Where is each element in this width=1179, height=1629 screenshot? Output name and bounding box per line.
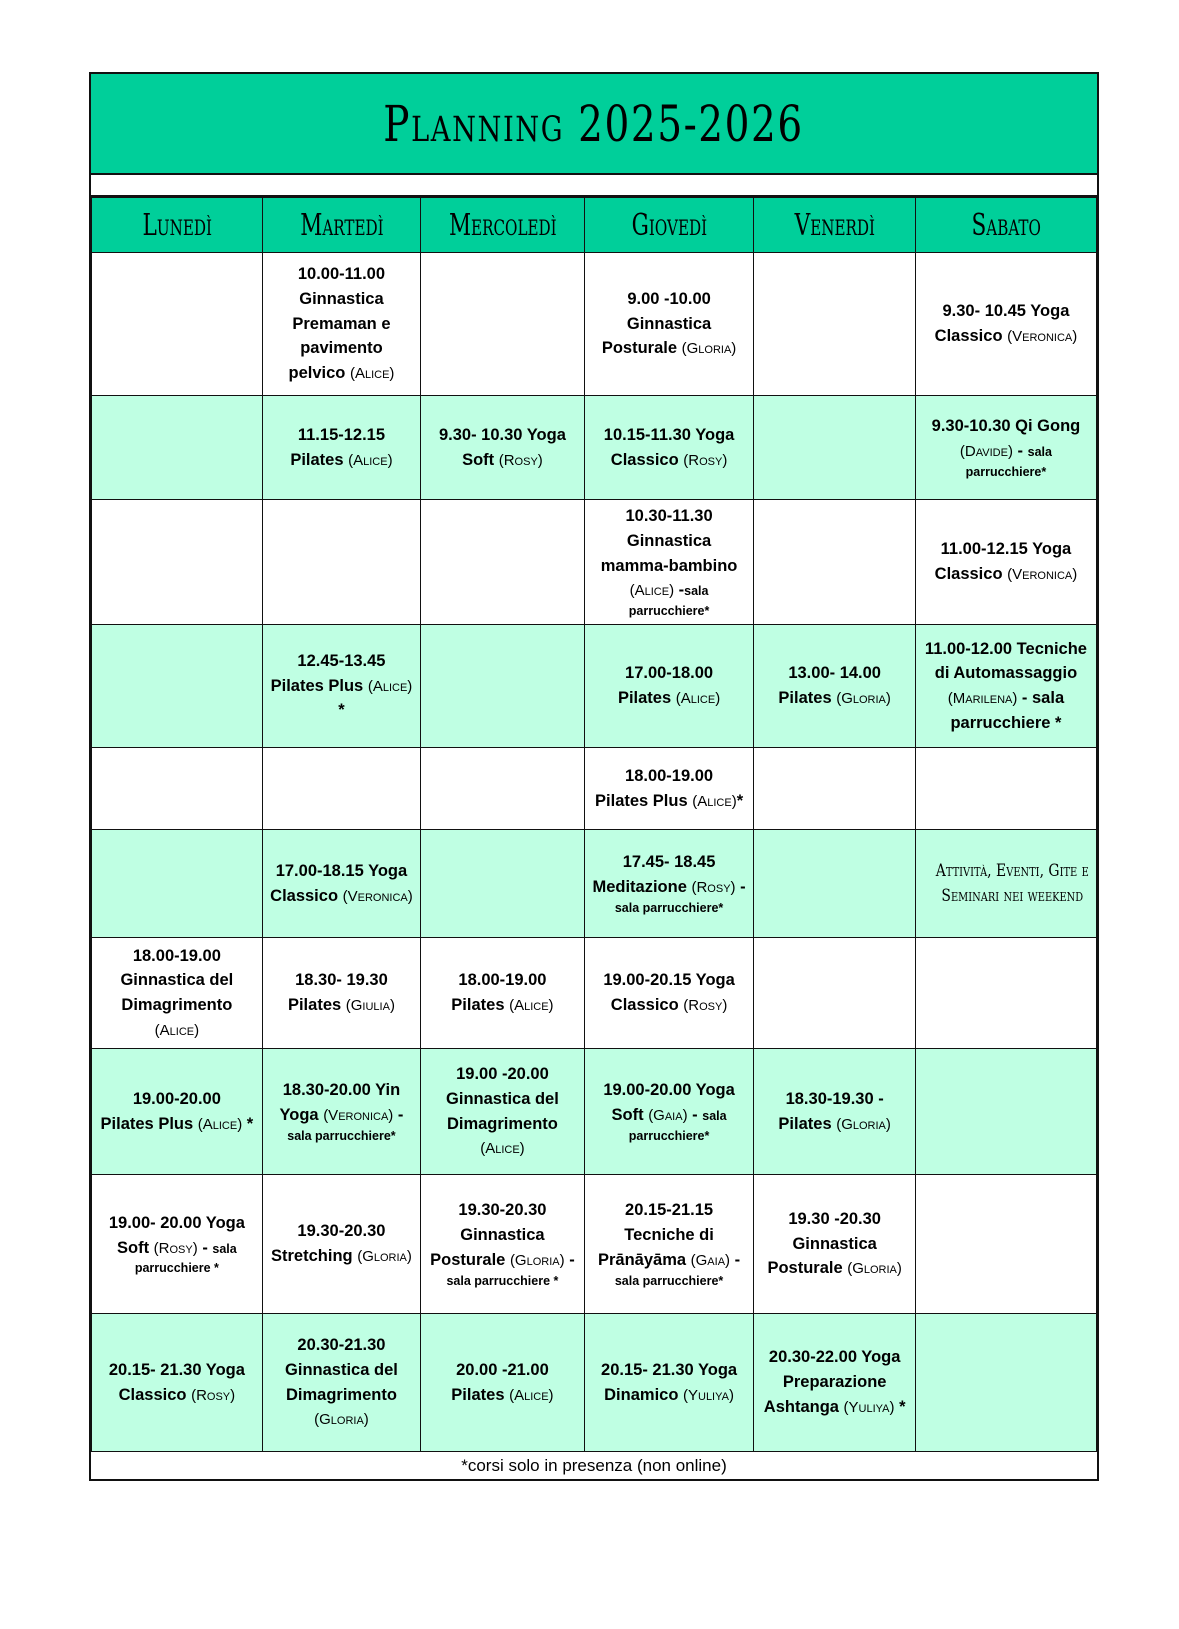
- schedule-row: [92, 830, 1097, 938]
- room-note: sala parrucchiere *: [446, 1273, 559, 1288]
- empty-slot: [754, 748, 915, 830]
- instructor-name: (Gloria): [681, 340, 737, 358]
- class-slot: 18.30-19.30 - Pilates (Gloria): [754, 1049, 915, 1175]
- empty-slot: [915, 748, 1096, 830]
- room-note: sala parrucchiere*: [287, 1128, 396, 1143]
- timetable-body: [92, 253, 1097, 1452]
- empty-slot: [262, 500, 420, 625]
- day-header-row: [92, 198, 1097, 253]
- day-header: [915, 198, 1096, 253]
- empty-slot: [262, 748, 420, 830]
- empty-slot: [754, 253, 915, 396]
- class-slot: 19.00- 20.00 Yoga Soft (Rosy) - sala parrucchiere *: [92, 1175, 263, 1314]
- day-label: Mercoledì: [448, 207, 557, 243]
- class-slot: 17.00-18.00 Pilates (Alice): [584, 625, 754, 748]
- empty-slot: [92, 748, 263, 830]
- day-header: [754, 198, 915, 253]
- empty-slot: [421, 625, 585, 748]
- class-slot: 13.00- 14.00 Pilates (Gloria): [754, 625, 915, 748]
- class-slot: 20.30-22.00 Yoga Preparazione Ashtanga (Yuliya) *: [754, 1314, 915, 1452]
- day-header: [584, 198, 754, 253]
- schedule-row: [92, 1314, 1097, 1452]
- instructor-name: (Gloria): [314, 1411, 369, 1429]
- class-slot: 9.30- 10.30 Yoga Soft (Rosy): [421, 396, 585, 500]
- instructor-name: (Gloria): [836, 690, 891, 707]
- empty-slot: [915, 1175, 1096, 1314]
- instructor-name: (Rosy): [683, 997, 728, 1014]
- class-slot: 19.30-20.30 Stretching (Gloria): [262, 1175, 420, 1314]
- class-slot: 20.15- 21.30 Yoga Dinamico (Yuliya): [584, 1314, 754, 1452]
- class-slot: 9.00 -10.00 Ginnastica Posturale (Gloria): [584, 253, 754, 396]
- instructor-name: (Alice): [509, 997, 554, 1014]
- room-note: sala: [1027, 445, 1052, 460]
- schedule-row: [92, 500, 1097, 625]
- empty-slot: [421, 748, 585, 830]
- footer-note: *corsi solo in presenza (non online): [461, 1455, 727, 1475]
- room-note: sala: [702, 1109, 727, 1124]
- class-slot: 19.30 -20.30 Ginnastica Posturale (Gloria): [754, 1175, 915, 1314]
- empty-slot: [92, 396, 263, 500]
- instructor-name: (Yuliya): [683, 1386, 734, 1404]
- empty-slot: [421, 830, 585, 938]
- class-slot: 9.30- 10.45 Yoga Classico (Veronica): [915, 253, 1096, 396]
- instructor-name: (Alice): [675, 690, 721, 707]
- instructor-name: (Rosy): [683, 451, 728, 469]
- empty-slot: [421, 253, 585, 396]
- class-slot: 19.00 -20.00 Ginnastica del Dimagrimento (Alice): [421, 1049, 585, 1175]
- day-header: [421, 198, 585, 253]
- page-title: Planning 2025-2026: [383, 94, 805, 153]
- schedule-row: [92, 1049, 1097, 1175]
- class-slot: 20.15- 21.30 Yoga Classico (Rosy): [92, 1314, 263, 1452]
- class-slot: 18.00-19.00 Pilates Plus (Alice)*: [584, 748, 754, 830]
- class-slot: 20.15-21.15 Tecniche di Prānāyāma (Gaia) - sala parrucchiere*: [584, 1175, 754, 1314]
- class-slot: 12.45-13.45 Pilates Plus (Alice) *: [262, 625, 420, 748]
- schedule-row: [92, 396, 1097, 500]
- instructor-name: (Alice): [367, 677, 413, 695]
- instructor-name: (Rosy): [691, 879, 736, 897]
- instructor-name: (Alice): [349, 365, 395, 383]
- instructor-name: (Veronica): [1007, 328, 1078, 345]
- schedule-row: [92, 938, 1097, 1049]
- room-note: sala: [212, 1241, 237, 1256]
- instructor-name: (Alice): [692, 792, 737, 810]
- empty-slot: [754, 830, 915, 938]
- schedule-row: [92, 253, 1097, 396]
- day-header: [262, 198, 420, 253]
- class-slot: 17.00-18.15 Yoga Classico (Veronica): [262, 830, 420, 938]
- room-note: parrucchiere*: [628, 1128, 710, 1143]
- instructor-name: (Yuliya): [843, 1398, 895, 1416]
- empty-slot: [754, 938, 915, 1049]
- instructor-name: (Gaia): [648, 1107, 688, 1125]
- instructor-name: (Veronica): [1007, 566, 1078, 583]
- day-label: Venerdì: [794, 207, 875, 243]
- instructor-name: (Rosy): [498, 451, 543, 469]
- title-bar: [91, 74, 1097, 175]
- class-slot: [915, 830, 1096, 938]
- instructor-name: (Gloria): [836, 1115, 891, 1133]
- class-slot: 9.30-10.30 Qi Gong (Davide) - sala parrucchiere*: [915, 396, 1096, 500]
- day-label: Sabato: [971, 207, 1041, 243]
- instructor-name: (Rosy): [153, 1239, 198, 1257]
- day-header: [92, 198, 263, 253]
- schedule-row: [92, 1175, 1097, 1314]
- instructor-name: (Alice): [480, 1140, 525, 1158]
- timetable: [91, 197, 1097, 1452]
- room-note: sala parrucchiere*: [614, 900, 724, 915]
- class-slot: 19.00-20.00 Yoga Soft (Gaia) - sala parrucchiere*: [584, 1049, 754, 1175]
- instructor-name: (Veronica): [323, 1107, 394, 1125]
- class-slot: 11.15-12.15 Pilates (Alice): [262, 396, 420, 500]
- day-label: Martedì: [299, 207, 384, 243]
- instructor-name: (Gloria): [509, 1251, 565, 1269]
- class-slot: 10.30-11.30 Ginnastica mamma-bambino (Alice) -sala parrucchiere*: [584, 500, 754, 625]
- empty-slot: [915, 1049, 1096, 1175]
- instructor-name: (Davide): [959, 443, 1013, 461]
- instructor-name: (Rosy): [191, 1386, 236, 1404]
- instructor-name: (Alice): [348, 451, 393, 469]
- class-slot: 18.30-20.00 Yin Yoga (Veronica) - sala parrucchiere*: [262, 1049, 420, 1175]
- instructor-name: (Gaia): [690, 1251, 731, 1269]
- instructor-name: (Veronica): [342, 887, 413, 905]
- room-note: parrucchiere*: [965, 464, 1047, 479]
- room-note: parrucchiere*: [628, 604, 710, 619]
- class-slot: 20.00 -21.00 Pilates (Alice): [421, 1314, 585, 1452]
- empty-slot: [92, 625, 263, 748]
- instructor-name: (Alice): [629, 582, 675, 600]
- events-note: Attività, Eventi, Gite e Seminari nei weekend: [935, 860, 1089, 906]
- instructor-name: (Giulia): [345, 997, 395, 1014]
- class-slot: 19.00-20.00 Pilates Plus (Alice) *: [92, 1049, 263, 1175]
- class-slot: 18.30- 19.30 Pilates (Giulia): [262, 938, 420, 1049]
- class-slot: 19.30-20.30 Ginnastica Posturale (Gloria) - sala parrucchiere *: [421, 1175, 585, 1314]
- empty-slot: [92, 500, 263, 625]
- class-slot: 19.00-20.15 Yoga Classico (Rosy): [584, 938, 754, 1049]
- class-slot: 10.00-11.00 Ginnastica Premaman e pavimento pelvico (Alice): [262, 253, 420, 396]
- class-slot: 18.00-19.00 Ginnastica del Dimagrimento (Alice): [92, 938, 263, 1049]
- empty-slot: [421, 500, 585, 625]
- class-slot: 10.15-11.30 Yoga Classico (Rosy): [584, 396, 754, 500]
- instructor-name: (Marilena): [947, 690, 1018, 707]
- instructor-name: (Alice): [197, 1115, 243, 1133]
- empty-slot: [92, 830, 263, 938]
- room-note: sala parrucchiere*: [614, 1273, 724, 1288]
- day-label: Giovedì: [631, 207, 707, 243]
- schedule-sheet: [89, 72, 1099, 1481]
- instructor-name: (Gloria): [847, 1260, 902, 1278]
- room-note: parrucchiere *: [134, 1261, 219, 1276]
- schedule-row: [92, 748, 1097, 830]
- room-note: sala: [684, 584, 709, 599]
- instructor-name: (Alice): [154, 1021, 200, 1039]
- empty-slot: [92, 253, 263, 396]
- class-slot: 18.00-19.00 Pilates (Alice): [421, 938, 585, 1049]
- instructor-name: (Gloria): [357, 1248, 412, 1265]
- class-slot: 11.00-12.15 Yoga Classico (Veronica): [915, 500, 1096, 625]
- class-slot: 11.00-12.00 Tecniche di Automassaggio (Marilena) - sala parrucchiere *: [915, 625, 1096, 748]
- spacer-row: [91, 175, 1097, 197]
- class-slot: 20.30-21.30 Ginnastica del Dimagrimento (Gloria): [262, 1314, 420, 1452]
- schedule-row: [92, 625, 1097, 748]
- empty-slot: [915, 938, 1096, 1049]
- empty-slot: [915, 1314, 1096, 1452]
- empty-slot: [754, 500, 915, 625]
- empty-slot: [754, 396, 915, 500]
- instructor-name: (Alice): [509, 1386, 554, 1404]
- day-label: Lunedì: [142, 207, 212, 243]
- class-slot: 17.45- 18.45 Meditazione (Rosy) - sala parrucchiere*: [584, 830, 754, 938]
